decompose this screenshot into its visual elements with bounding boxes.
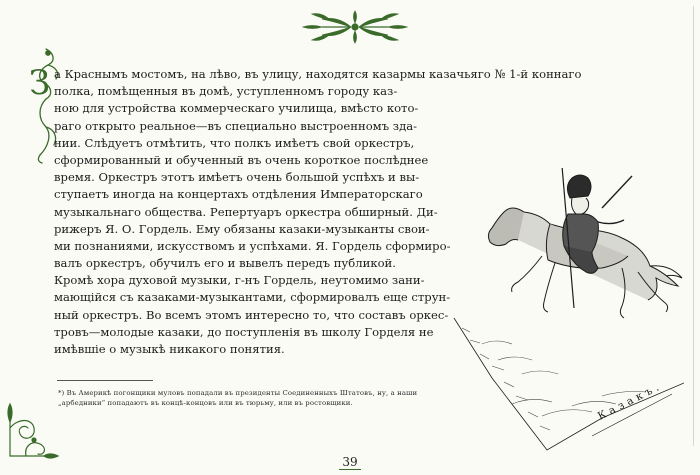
text-line: а Краснымъ мостомъ, на лѣво, въ улицу, находятся казармы казачьяго № 1-й коннаго	[54, 67, 582, 81]
text-line: ный оркестръ. Во всемъ этомъ интересно то, что составъ оркес-	[54, 307, 449, 322]
text-line: сформированный и обученный въ очень короткое послѣднее	[54, 152, 429, 167]
text-line: раго открыто реальное—въ специально выстроенномъ зда-	[54, 118, 418, 133]
text-line: валъ оркестръ, обучилъ его и вывелъ передъ публикой.	[54, 256, 396, 271]
text-line: ступаетъ иногда на концертахъ отдѣления Императорскаго	[54, 187, 423, 202]
text-line: Кромѣ хора духовой музыки, г-нъ Гордель, неутомимо зани-	[54, 273, 425, 288]
page-edge-rule	[693, 6, 694, 446]
cossack-illustration	[452, 168, 684, 454]
text-line: музыкальнаго общества. Репертуаръ оркестра обширный. Ди-	[54, 204, 438, 219]
illustration-caption: Казакъ.	[595, 379, 665, 423]
text-line: тровъ—молодые казаки, до поступленiя въ школу Горделя не	[54, 324, 434, 339]
headpiece-ornament	[300, 10, 410, 44]
page-number: 39	[339, 455, 360, 470]
footnote-rule	[57, 380, 153, 381]
text-line: ною для устройства коммерческаго училища, вмѣсто кото-	[54, 101, 419, 116]
body-text	[54, 66, 582, 358]
footnote-line: „арбедники“ попадаютъ въ концѣ-концовъ или въ тюрьму, или въ ростовщики.	[58, 399, 353, 407]
text-line: полка, помѣщенныя въ домѣ, уступленномъ городу каз-	[54, 84, 398, 99]
footnote-line: *) Въ Америкѣ погонщики муловъ попадали въ президенты Соединенныхъ Штатовъ, ну, а наши	[58, 389, 418, 397]
text-line: рижеръ Я. О. Гордель. Ему обязаны казаки-музыканты свои-	[54, 221, 430, 236]
text-line: имѣвшiе о музыкѣ никакого понятия.	[54, 342, 285, 356]
text-line: нии. Слѣдуетъ отмѣтить, что полкъ имѣетъ свой оркестръ,	[54, 135, 415, 150]
drop-cap-letter: З	[29, 63, 51, 103]
page-number-block	[0, 455, 700, 470]
text-line: время. Оркестръ этотъ имѣетъ очень большой успѣхъ и вы-	[54, 170, 420, 185]
text-line: мающiйся съ казаками-музыкантами, сформировалъ еще струн-	[54, 290, 451, 305]
text-line: ми познаниями, искусствомъ и успѣхами. Я. Гордель сформиро-	[54, 238, 451, 253]
footnote	[58, 388, 528, 408]
corner-ornament	[4, 398, 62, 460]
